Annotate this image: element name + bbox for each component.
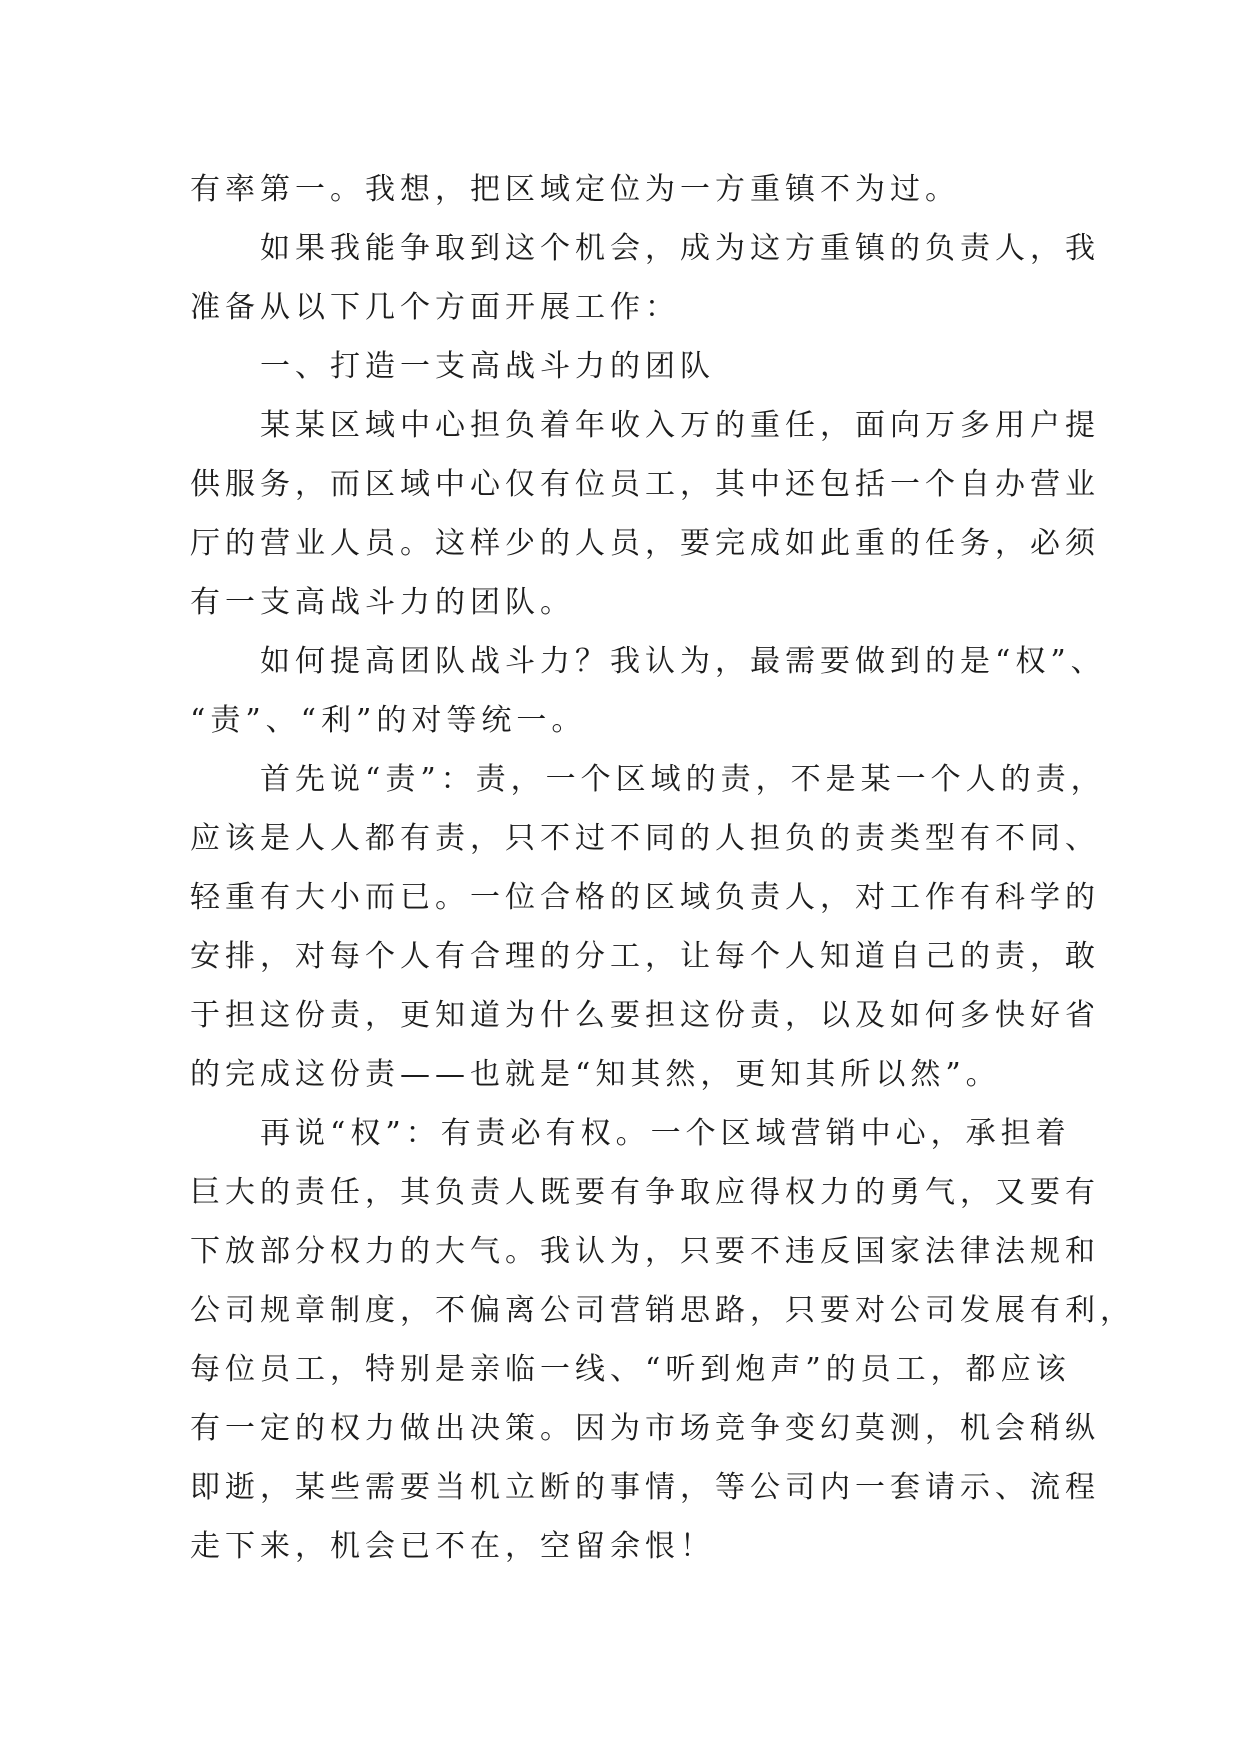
text-line: 厅的营业人员。这样少的人员，要完成如此重的任务，必须 (190, 526, 1100, 561)
paragraph-first-line: 首先说“责”：责，一个区域的责，不是某一个人的责， (260, 762, 1106, 797)
text-line: 于担这份责，更知道为什么要担这份责，以及如何多快好省 (190, 998, 1100, 1033)
text-line: 下放部分权力的大气。我认为，只要不违反国家法律法规和 (190, 1234, 1100, 1269)
document-body (190, 160, 1135, 1576)
text-line: 供服务，而区域中心仅有位员工，其中还包括一个自办营业 (190, 467, 1100, 502)
text-line: 应该是人人都有责，只不过不同的人担负的责类型有不同、 (190, 821, 1100, 856)
paragraph-first-line: 某某区域中心担负着年收入万的重任，面向万多用户提 (260, 408, 1100, 443)
text-line: 巨大的责任，其负责人既要有争取应得权力的勇气，又要有 (190, 1175, 1100, 1210)
section-heading: 一、打造一支高战斗力的团队 (260, 349, 715, 384)
paragraph-first-line: 再说“权”：有责必有权。一个区域营销中心，承担着 (260, 1116, 1071, 1151)
text-line: 准备从以下几个方面开展工作： (190, 290, 680, 325)
paragraph-first-line: 如何提高团队战斗力？我认为，最需要做到的是“权”、 (260, 644, 1106, 679)
text-line: 有率第一。我想，把区域定位为一方重镇不为过。 (190, 172, 960, 207)
paragraph-first-line: 如果我能争取到这个机会，成为这方重镇的负责人，我 (260, 231, 1100, 266)
text-line: 走下来，机会已不在，空留余恨！ (190, 1529, 715, 1564)
text-line: “责”、“利”的对等统一。 (190, 703, 587, 738)
text-line: 的完成这份责——也就是“知其然，更知其所以然”。 (190, 1057, 1001, 1092)
text-line: 公司规章制度，不偏离公司营销思路，只要对公司发展有利， (190, 1293, 1135, 1328)
text-line: 每位员工，特别是亲临一线、“听到炮声”的员工，都应该 (190, 1352, 1071, 1387)
text-line: 有一定的权力做出决策。因为市场竞争变幻莫测，机会稍纵 (190, 1411, 1100, 1446)
text-line: 即逝，某些需要当机立断的事情，等公司内一套请示、流程 (190, 1470, 1100, 1505)
text-line: 安排，对每个人有合理的分工，让每个人知道自己的责，敢 (190, 939, 1100, 974)
text-line: 轻重有大小而已。一位合格的区域负责人，对工作有科学的 (190, 880, 1100, 915)
text-line: 有一支高战斗力的团队。 (190, 585, 575, 620)
